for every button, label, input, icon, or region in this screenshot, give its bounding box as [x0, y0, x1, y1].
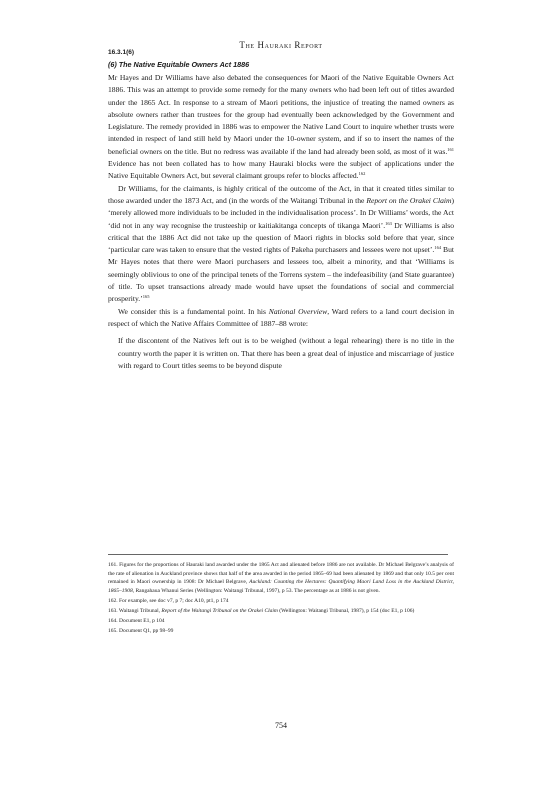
- footnote: [108, 561, 454, 595]
- section-reference: 16.3.1(6): [108, 49, 135, 56]
- paragraph-2: [108, 183, 454, 306]
- text-run: We consider this is a fundamental point. In his: [118, 306, 269, 316]
- document-page: [108, 0, 454, 800]
- italic-title: Report on the Orakei Claim: [366, 195, 452, 205]
- footnote: [108, 607, 454, 616]
- footnote-divider: [108, 554, 448, 555]
- text-run: Dr Williams is also critical that the 1886 Act did not take up the question of Maori rights in blocks sold before that year, since ‘particular care was taken to ensure that the vested rights of Pakeha purchasers and lessees were not upset’.: [108, 220, 454, 255]
- italic-title: Report of the Waitangi Tribunal on the Orakei Claim: [161, 607, 278, 614]
- footnote-marker: 165: [142, 294, 150, 300]
- text-run: 164. Document E1, p 104: [108, 618, 165, 625]
- footnote: [108, 597, 454, 606]
- text-run: 165. Document Q1, pp 98–99: [108, 628, 174, 635]
- footnote-marker: 161: [447, 146, 454, 152]
- italic-title: National Overview: [268, 306, 328, 316]
- text-run: ) ‘merely allowed more individuals to be included in the individualisation process’. In Dr Williams’ words, the Act ‘did not in any way recognise the trusteeship or kaitiakitanga concepts of tikanga Maori’.: [108, 195, 454, 230]
- body-text: [108, 60, 454, 372]
- text-run: Dr Williams, for the claimants, is highly critical of the outcome of the Act, in that it created titles similar to those awarded under the 1873 Act, and (in the words of the Waitangi Tribunal in the: [108, 183, 454, 205]
- footnote-marker: 162: [358, 171, 366, 177]
- paragraph-3: [108, 306, 454, 331]
- running-head: The Hauraki Report: [239, 40, 323, 50]
- text-run: But Mr Hayes notes that there were Maori purchasers and lessees too, albeit a minority, and that ‘Williams is seemingly oblivious to one of the principal tenets of the Torrens system – the indefeasibility (and State guarantee) of title. To upset transactions already made would have upset the foundations of social and commercial prosperity.’: [108, 245, 454, 304]
- section-heading: (6) The Native Equitable Owners Act 1886: [108, 60, 250, 69]
- text-run: Evidence has not been collated has to how many Hauraki blocks were the subject of applications under the Native Equitable Owners Act, but several claimant groups refer to blocks affected.: [108, 159, 454, 181]
- text-run: , Rangahaua Whanui Series (Wellington: Waitangi Tribunal, 1997), p 53. The percentage as at 1886 is not given.: [132, 587, 380, 594]
- italic-title: Auckland: Counting the Hectares: Quantifying Maori Land Loss in the Auckland District, 1865–1908: [108, 579, 454, 594]
- footnote-marker: 163: [385, 220, 392, 226]
- text-run: , Ward refers to a land court decision in respect of which the Native Affairs Committee of 1887–88 wrote:: [108, 306, 454, 328]
- footnote-marker: 164: [434, 245, 442, 251]
- text-run: 162. For example, see doc v7, p 7; doc A10, pt1, p 174: [108, 597, 229, 604]
- block-quote: If the discontent of the Natives left out is to be weighed (without a legal rehearing) there is no title in the country worth the paper it is written on. That there has been a great deal of injustice and miscarriage of justice with regard to Court titles seems to be beyond dispute: [118, 336, 454, 370]
- text-run: Mr Hayes and Dr Williams have also debated the consequences for Maori of the Native Equitable Owners Act 1886. This was an attempt to provide some remedy for the many owners who had been left out of titles awarded under the 1865 Act. In response to a stream of Maori petitions, the injustice of treating the named owners as absolute owners rather than trustees for the group had eventually been acknowledged by the Government and Legislature. The remedy provided in 1886 was to empower the Native Land Court to inquire whether trusts were intended in respect of land still held by Maori under the 10-owner system, and if so to insert the names of the beneficial owners on the title. But no redress was available if the land had already been sold, as most of it was.: [108, 73, 454, 156]
- footnote: [108, 627, 454, 636]
- paragraph-1: [108, 72, 454, 183]
- text-run: 161. Figures for the proportions of Hauraki land awarded under the 1865 Act and alienated before 1886 are not available. Dr Michael Belgrave’s analysis of the rate of alienation in Auckland province shows that half of the area awarded in the period 1865–69 had been alienated by 1869 and that only 10.5 per cent remained in Maori ownership in 1908: Dr Michael Belgrave,: [108, 562, 454, 586]
- page-number: 754: [275, 721, 287, 730]
- text-run: (Wellington: Waitangi Tribunal, 1987), p 154 (doc E1, p 106): [277, 607, 415, 614]
- text-run: 163. Waitangi Tribunal,: [108, 607, 162, 614]
- footnotes: [108, 561, 454, 637]
- footnote: [108, 617, 454, 626]
